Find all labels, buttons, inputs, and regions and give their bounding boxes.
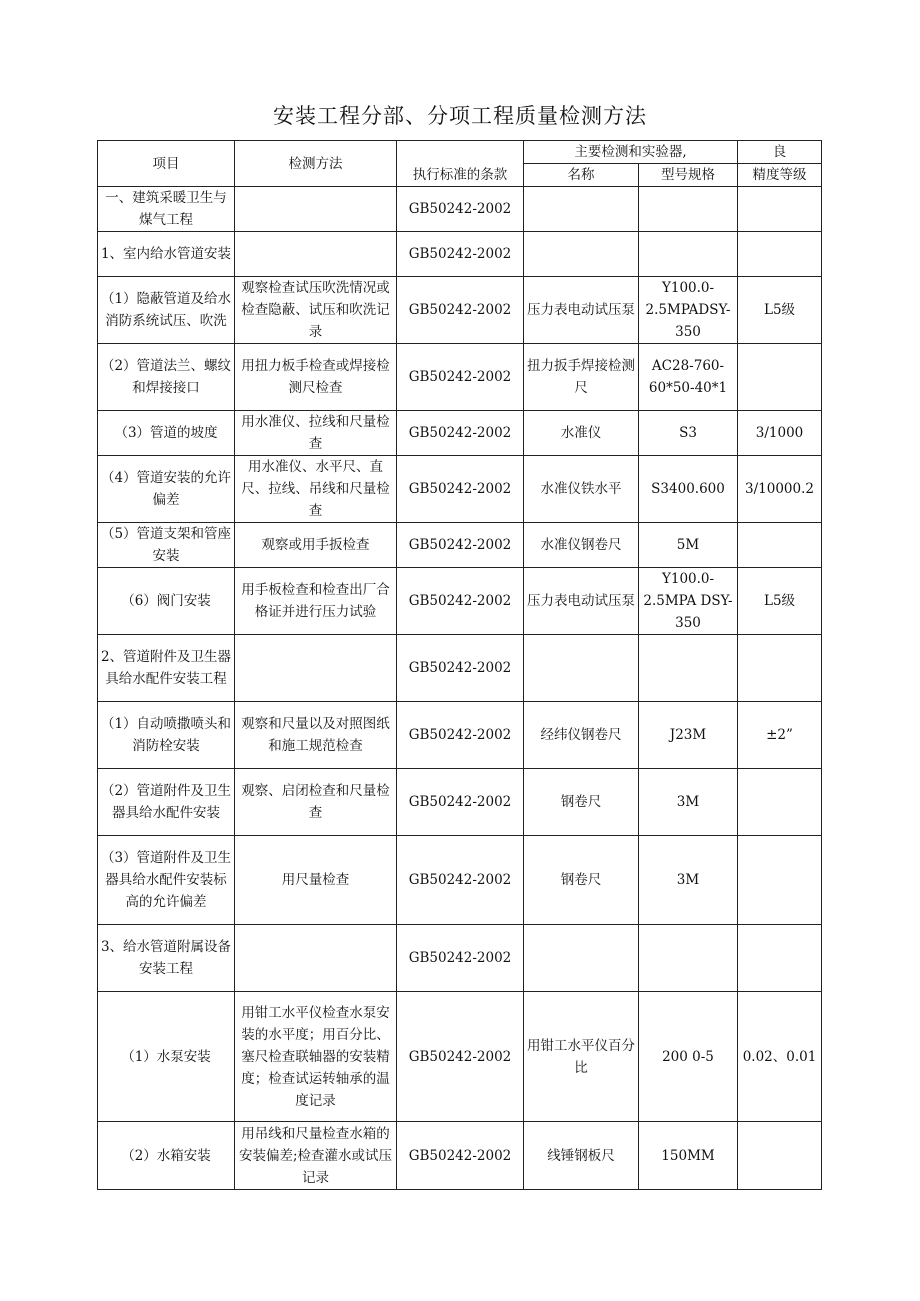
row-precision <box>738 769 822 836</box>
row-item: 3、给水管道附属设备安装工程 <box>98 925 235 992</box>
row-item: （3）管道的坡度 <box>98 411 235 456</box>
row-precision: L5级 <box>738 277 822 344</box>
row-precision <box>738 344 822 411</box>
header-standard: 执行标准的条款 <box>397 141 524 187</box>
row-method: 观察检查试压吹洗情况或检查隐蔽、试压和吹洗记录 <box>235 277 397 344</box>
page-title: 安装工程分部、分项工程质量检测方法 <box>273 104 647 128</box>
row-standard: GB50242-2002 <box>397 769 524 836</box>
row-precision: 3/10000.2 <box>738 456 822 523</box>
row-standard: GB50242-2002 <box>397 635 524 702</box>
row-item: （2）水箱安装 <box>98 1122 235 1190</box>
row-model <box>639 232 738 277</box>
table-row <box>98 769 822 836</box>
header-instruments-suffix: 良 <box>738 141 822 164</box>
row-name: 压力表电动试压泵 <box>524 277 639 344</box>
row-method: 用尺量检查 <box>235 836 397 925</box>
table-row <box>98 456 822 523</box>
row-standard: GB50242-2002 <box>397 836 524 925</box>
row-standard: GB50242-2002 <box>397 523 524 568</box>
row-standard: GB50242-2002 <box>397 925 524 992</box>
table-row <box>98 925 822 992</box>
row-name: 水准仪钢卷尺 <box>524 523 639 568</box>
row-item: 1、室内给水管道安装 <box>98 232 235 277</box>
table-row <box>98 568 822 635</box>
table-row <box>98 523 822 568</box>
row-model: 150MM <box>639 1122 738 1190</box>
row-item: 2、管道附件及卫生器具给水配件安装工程 <box>98 635 235 702</box>
header-model: 型号规格 <box>639 164 738 187</box>
table-row <box>98 836 822 925</box>
row-standard: GB50242-2002 <box>397 1122 524 1190</box>
row-item: （3）管道附件及卫生器具给水配件安装标高的允许偏差 <box>98 836 235 925</box>
row-precision <box>738 523 822 568</box>
row-item: （4）管道安装的允许偏差 <box>98 456 235 523</box>
row-model: 5M <box>639 523 738 568</box>
row-precision: 0.02、0.01 <box>738 992 822 1122</box>
row-precision <box>738 635 822 702</box>
row-method: 观察或用手扳检查 <box>235 523 397 568</box>
row-standard: GB50242-2002 <box>397 187 524 232</box>
row-standard: GB50242-2002 <box>397 568 524 635</box>
row-item: （1）自动喷撒喷头和消防栓安装 <box>98 702 235 769</box>
row-standard: GB50242-2002 <box>397 232 524 277</box>
row-model: 3M <box>639 769 738 836</box>
table-row <box>98 702 822 769</box>
row-model: 200 0-5 <box>639 992 738 1122</box>
row-model: 3M <box>639 836 738 925</box>
header-item: 项目 <box>98 141 235 187</box>
header-row-1 <box>98 141 822 164</box>
table-row <box>98 277 822 344</box>
row-name: 钢卷尺 <box>524 836 639 925</box>
row-name: 线锤钢板尺 <box>524 1122 639 1190</box>
row-method: 用手板检查和检查出厂合格证并进行压力试验 <box>235 568 397 635</box>
row-method: 用钳工水平仪检查水泵安装的水平度；用百分比、塞尺检查联轴器的安装精度；检查试运转轴承的温度记录 <box>235 992 397 1122</box>
header-name: 名称 <box>524 164 639 187</box>
row-precision: 3/1000 <box>738 411 822 456</box>
row-name: 水准仪 <box>524 411 639 456</box>
row-method: 用水准仪、水平尺、直尺、拉线、吊线和尺量检查 <box>235 456 397 523</box>
row-method: 用扭力板手检查或焊接检测尺检查 <box>235 344 397 411</box>
row-model: Y100.0-2.5MPADSY-350 <box>639 277 738 344</box>
row-item: （1）隐蔽管道及给水消防系统试压、吹洗 <box>98 277 235 344</box>
row-model: J23M <box>639 702 738 769</box>
row-precision: L5级 <box>738 568 822 635</box>
row-standard: GB50242-2002 <box>397 702 524 769</box>
row-method <box>235 187 397 232</box>
row-method <box>235 232 397 277</box>
row-model: Y100.0-2.5MPA DSY-350 <box>639 568 738 635</box>
row-model: S3400.600 <box>639 456 738 523</box>
row-name: 钢卷尺 <box>524 769 639 836</box>
row-precision: ±2” <box>738 702 822 769</box>
row-method <box>235 925 397 992</box>
row-method: 观察和尺量以及对照图纸和施工规范检查 <box>235 702 397 769</box>
row-name <box>524 635 639 702</box>
row-model: S3 <box>639 411 738 456</box>
row-model <box>639 925 738 992</box>
row-item: （6）阀门安装 <box>98 568 235 635</box>
row-standard: GB50242-2002 <box>397 344 524 411</box>
row-item: （1）水泵安装 <box>98 992 235 1122</box>
header-instruments: 主要检测和实验器, <box>524 141 738 164</box>
row-item: （5）管道支架和管座安装 <box>98 523 235 568</box>
row-item: （2）管道附件及卫生器具给水配件安装 <box>98 769 235 836</box>
row-name <box>524 925 639 992</box>
row-standard: GB50242-2002 <box>397 411 524 456</box>
row-precision <box>738 925 822 992</box>
row-standard: GB50242-2002 <box>397 277 524 344</box>
row-method: 用吊线和尺量检查水箱的安装偏差;检查灌水或试压记录 <box>235 1122 397 1190</box>
row-precision <box>738 836 822 925</box>
row-item: 一、建筑采暖卫生与煤气工程 <box>98 187 235 232</box>
table-row <box>98 411 822 456</box>
row-name <box>524 232 639 277</box>
row-precision <box>738 187 822 232</box>
row-standard: GB50242-2002 <box>397 992 524 1122</box>
table-row <box>98 1122 822 1190</box>
row-precision <box>738 232 822 277</box>
table-row <box>98 635 822 702</box>
row-item: （2）管道法兰、螺纹和焊接接口 <box>98 344 235 411</box>
row-name: 压力表电动试压泵 <box>524 568 639 635</box>
header-method: 检测方法 <box>235 141 397 187</box>
table-row <box>98 992 822 1122</box>
table-row <box>98 187 822 232</box>
row-name: 水准仪铁水平 <box>524 456 639 523</box>
row-precision <box>738 1122 822 1190</box>
row-name: 用钳工水平仪百分比 <box>524 992 639 1122</box>
row-method <box>235 635 397 702</box>
row-model: AC28-760-60*50-40*1 <box>639 344 738 411</box>
row-standard: GB50242-2002 <box>397 456 524 523</box>
row-name: 扭力扳手焊接检测尺 <box>524 344 639 411</box>
row-name <box>524 187 639 232</box>
table-row <box>98 232 822 277</box>
inspection-table <box>97 140 822 1190</box>
row-method: 用水准仪、拉线和尺量检查 <box>235 411 397 456</box>
header-precision: 精度等级 <box>738 164 822 187</box>
row-method: 观察、启闭检查和尺量检查 <box>235 769 397 836</box>
row-model <box>639 635 738 702</box>
row-name: 经纬仪钢卷尺 <box>524 702 639 769</box>
row-model <box>639 187 738 232</box>
table-row <box>98 344 822 411</box>
